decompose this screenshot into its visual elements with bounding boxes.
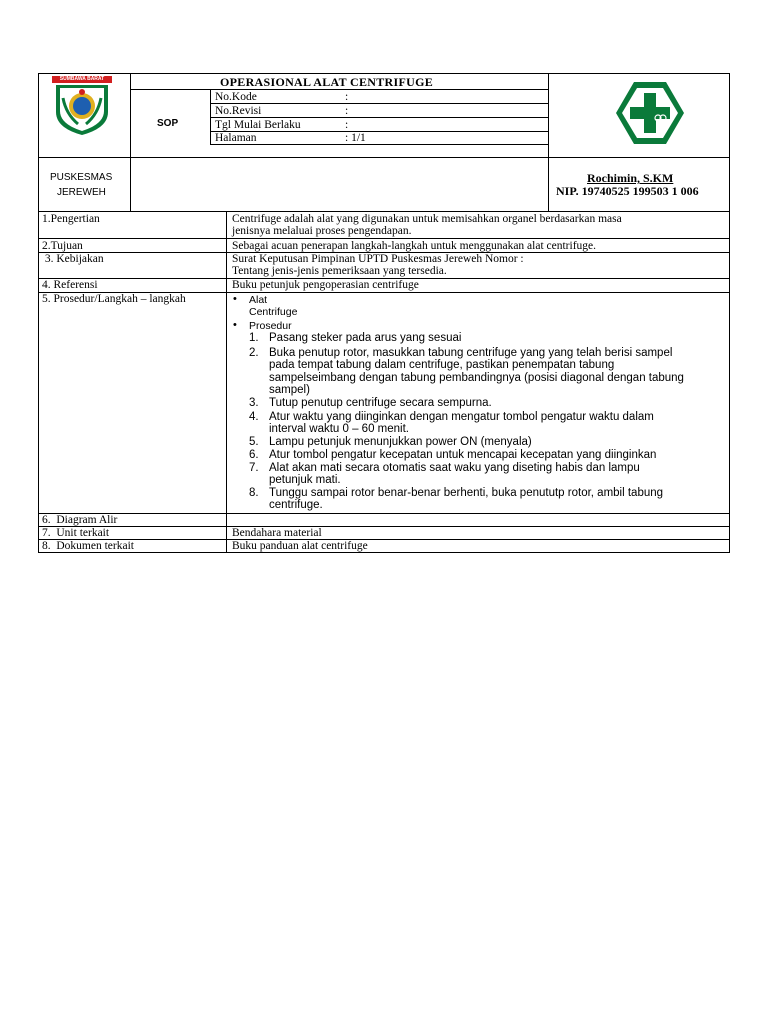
header-col-divider <box>210 89 211 144</box>
org-name-line1: PUSKESMAS <box>50 172 113 183</box>
tgl-mulai-value: : <box>345 119 349 131</box>
dokumen-text: Buku panduan alat centrifuge <box>232 540 368 552</box>
list-item <box>249 395 727 409</box>
alat-label: Alat <box>249 294 268 306</box>
no-revisi-value: : <box>345 105 349 117</box>
step-text: Tutup penutup centrifuge secara sempurna. <box>269 396 492 409</box>
step-number: 7. <box>249 461 259 474</box>
pengertian-label: 1.Pengertian <box>42 213 100 225</box>
regency-logo <box>50 76 114 136</box>
list-item <box>249 434 727 447</box>
step-number: 1. <box>249 332 259 344</box>
list-item <box>249 460 727 485</box>
dokumen-label: 8. Dokumen terkait <box>42 540 134 552</box>
table-left-border <box>38 73 39 552</box>
step-number: 4. <box>249 410 259 423</box>
header-col-divider <box>130 73 131 211</box>
body-row-divider <box>38 238 729 239</box>
step-text: Atur waktu yang diinginkan dengan mengatur tombol pengatur waktu dalam <box>269 410 654 423</box>
tujuan-text: Sebagai acuan penerapan langkah-langkah untuk menggunakan alat centrifuge. <box>232 240 597 252</box>
tujuan-label: 2.Tujuan <box>42 240 83 252</box>
step-text: petunjuk mati. <box>269 474 341 486</box>
pengertian-text-line1: Centrifuge adalah alat yang digunakan untuk memisahkan organel berdasarkan masa <box>232 213 622 225</box>
puskesmas-cross-icon <box>614 80 686 146</box>
body-row-divider <box>38 526 729 527</box>
no-kode-label: No.Kode <box>215 91 257 103</box>
header-col-divider <box>548 73 549 211</box>
header-row-divider <box>210 144 548 145</box>
header-title-divider <box>130 89 548 90</box>
step-text: centrifuge. <box>269 499 323 511</box>
kebijakan-text-line1: Surat Keputusan Pimpinan UPTD Puskesmas Jereweh Nomor : <box>232 253 524 265</box>
step-text: Pasang steker pada arus yang sesuai <box>269 332 462 344</box>
header-bottom-border <box>38 211 729 212</box>
org-name-line2: JEREWEH <box>57 187 106 198</box>
prosedur-steps-list <box>249 332 727 510</box>
list-item <box>249 447 727 460</box>
alat-bullet-icon: • <box>233 293 237 305</box>
alat-item: Centrifuge <box>249 306 298 318</box>
step-text: Buka penutup rotor, masukkan tabung centrifuge yang yang telah berisi sampel <box>269 346 673 359</box>
header-top-border <box>38 73 729 74</box>
regency-seal-icon <box>50 76 114 136</box>
unit-label: 7. Unit terkait <box>42 527 110 539</box>
list-item <box>249 332 727 345</box>
referensi-text: Buku petunjuk pengoperasian centrifuge <box>232 279 419 291</box>
referensi-label: 4. Referensi <box>42 279 98 291</box>
no-revisi-label: No.Revisi <box>215 105 262 117</box>
puskesmas-logo <box>614 80 686 146</box>
step-text: Tunggu sampai rotor benar-benar berhenti, buka penututp rotor, ambil tabung <box>269 486 664 499</box>
list-item <box>249 409 727 434</box>
header-row-divider <box>210 103 548 104</box>
signer-name: Rochimin, S.KM <box>587 171 674 185</box>
list-item <box>249 345 727 395</box>
logo-label: SUMBAWA BARAT <box>59 76 105 82</box>
step-text: Alat akan mati secara otomatis saat waku yang diseting habis dan lampu <box>269 461 640 474</box>
step-number: 3. <box>249 396 259 409</box>
list-item <box>249 485 727 510</box>
diagram-label: 6. Diagram Alir <box>42 514 118 526</box>
header-mid-border <box>38 157 729 158</box>
kebijakan-text-line2: Tentang jenis-jenis pemeriksaan yang tersedia. <box>232 265 447 277</box>
no-kode-value: : <box>345 91 349 103</box>
step-text: Lampu petunjuk menunjukkan power ON (menyala) <box>269 435 532 448</box>
document-title: OPERASIONAL ALAT CENTRIFUGE <box>220 75 434 89</box>
prosedur-bullet-icon: • <box>233 319 237 331</box>
step-number: 6. <box>249 448 259 461</box>
signer-nip: NIP. 19740525 199503 1 006 <box>556 184 699 198</box>
prosedur-label: 5. Prosedur/Langkah – langkah <box>42 293 186 305</box>
body-bottom-border <box>38 552 730 553</box>
step-text: sampelseimbang dengan tabung pembandingnya (posisi diagonal dengan tabung <box>269 371 684 384</box>
halaman-value: : 1/1 <box>345 132 366 144</box>
step-text: Atur tombol pengatur kecepatan untuk mencapai kecepatan yang diinginkan <box>269 448 657 461</box>
step-text: interval waktu 0 – 60 menit. <box>269 423 409 435</box>
step-text: pada tempat tabung dalam centrifuge, pastikan penempatan tabung <box>269 359 615 371</box>
table-right-border <box>729 73 730 552</box>
body-col-divider <box>226 211 227 552</box>
step-number: 5. <box>249 435 259 448</box>
step-number: 8. <box>249 486 259 499</box>
body-row-divider <box>38 539 729 540</box>
step-text: sampel) <box>269 384 310 396</box>
kebijakan-label: 3. Kebijakan <box>42 253 104 265</box>
unit-text: Bendahara material <box>232 527 322 539</box>
tgl-mulai-label: Tgl Mulai Berlaku <box>215 119 301 131</box>
prosedur-sub-label: Prosedur <box>249 320 292 332</box>
step-number: 2. <box>249 346 259 359</box>
pengertian-text-line2: jenisnya melaluai proses pengendapan. <box>232 225 412 237</box>
halaman-label: Halaman <box>215 132 257 144</box>
body-row-divider <box>38 513 729 514</box>
sop-label: SOP <box>157 118 179 129</box>
